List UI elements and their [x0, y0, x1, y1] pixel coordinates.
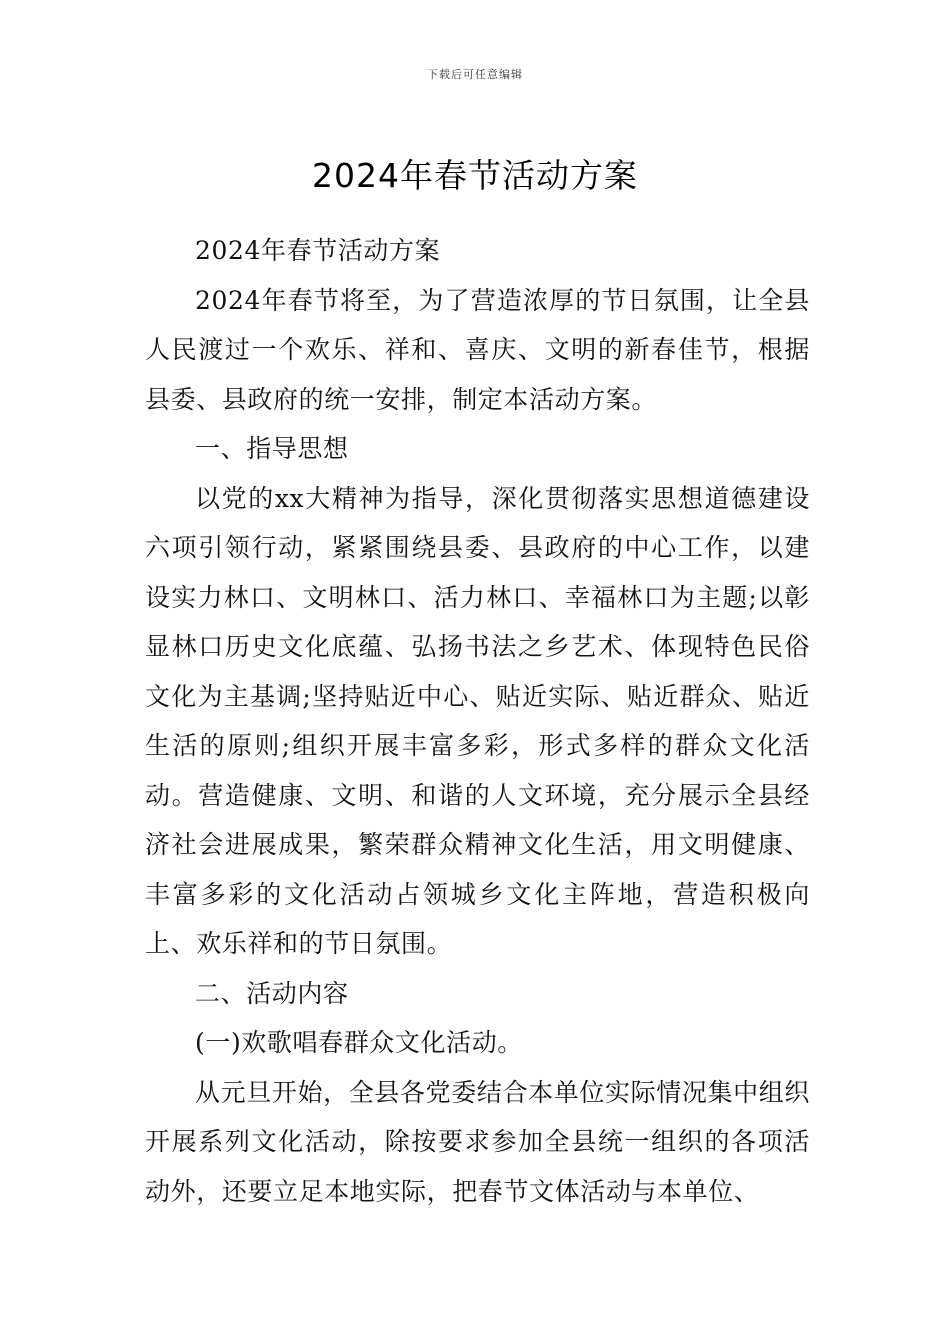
section-heading-guiding-ideology: 一、指导思想 — [195, 434, 349, 463]
document-title: 2024年春节活动方案 — [312, 156, 638, 196]
section-heading-activity-content: 二、活动内容 — [195, 978, 349, 1008]
paragraph-intro: 2024年春节将至，为了营造浓厚的节日氛围，让全县人民渡过一个欢乐、祥和、喜庆、文明的新春佳节，根据县委、县政府的统一安排，制定本活动方案。 — [145, 285, 810, 414]
subsection-heading-singing: (一)欢歌唱春群众文化活动。 — [195, 1028, 523, 1057]
paragraph-singing-activity: 从元旦开始，全县各党委结合本单位实际情况集中组织开展系列文化活动，除按要求参加全县统一组织的各项活动外，还要立足本地实际，把春节文体活动与本单位、 — [145, 1077, 810, 1206]
document-body — [145, 226, 810, 1216]
header-note: 下载后可任意编辑 — [427, 68, 523, 81]
paragraph-guiding-ideology: 以党的xx大精神为指导，深化贯彻落实思想道德建设六项引领行动，紧紧围绕县委、县政府的中心工作，以建设实力林口、文明林口、活力林口、幸福林口为主题;以彰显林口历史文化底蕴、弘扬书法之乡艺术、体现特色民俗文化为主基调;坚持贴近中心、贴近实际、贴近群众、贴近生活的原则;组织开展丰富多彩，形式多样的群众文化活动。营造健康、文明、和谐的人文环境，充分展示全县经济社会进展成果，繁荣群众精神文化生活，用文明健康、丰富多彩的文化活动占领城乡文化主阵地，营造积极向上、欢乐祥和的节日氛围。 — [145, 483, 810, 958]
paragraph-subtitle: 2024年春节活动方案 — [195, 236, 441, 265]
